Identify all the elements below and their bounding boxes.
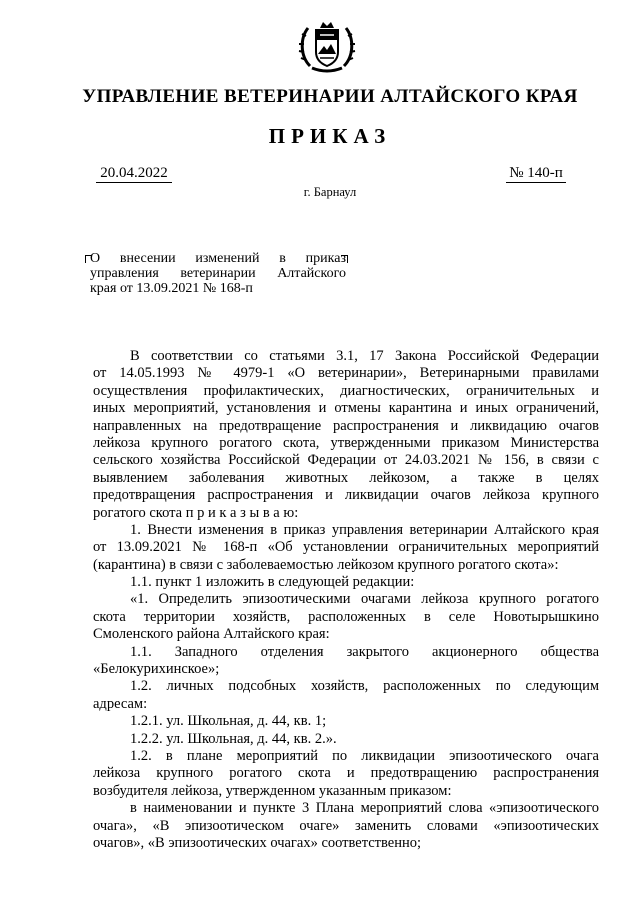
- document-type-title: ПРИКАЗ: [268, 124, 392, 148]
- body-line: адресам:: [93, 695, 148, 712]
- subject-line: края от 13.09.2021 № 168-п: [90, 281, 253, 296]
- document-number: № 140-п: [506, 164, 566, 183]
- body-line: лейкоза крупного рогатого скота и предотвращению распространения: [93, 765, 599, 782]
- body-line: скота территории хозяйств, расположенных в селе Новотырышкино: [93, 608, 599, 625]
- body-line: 1.1. пункт 1 изложить в следующей редакции:: [130, 574, 415, 591]
- body-line: осуществления профилактических, диагностических, ограничительных и: [93, 382, 599, 399]
- body-paragraph: [93, 574, 599, 591]
- document-body: [93, 348, 599, 852]
- body-paragraph: [93, 731, 599, 748]
- body-line: 1.2. в плане мероприятий по ликвидации эпизоотического очага: [130, 747, 599, 764]
- body-paragraph: [93, 522, 599, 574]
- body-line: очага», «В эпизоотическом очаге» заменить словами «эпизоотических: [93, 817, 599, 834]
- body-line: Смоленского района Алтайского края:: [93, 626, 330, 643]
- document-city: г. Барнаул: [303, 185, 357, 199]
- body-line: в наименовании и пункте 3 Плана мероприятий слова «эпизоотического: [130, 800, 599, 817]
- body-line: иных мероприятий, установления и отмены карантина и иных ограничений,: [93, 400, 599, 417]
- body-line: 1. Внести изменения в приказ управления ветеринарии Алтайского края: [130, 521, 599, 538]
- body-line: предотвращения распространения и ликвидации очагов лейкоза крупного: [93, 487, 599, 504]
- body-line: выявлением заболевания животных лейкозом, а также в целях: [93, 469, 599, 486]
- body-line: от 14.05.1993 № 4979-1 «О ветеринарии», Ветеринарными правилами: [93, 365, 599, 382]
- body-line: 1.2. личных подсобных хозяйств, расположенных по следующим: [130, 678, 599, 695]
- body-paragraph: [93, 591, 599, 643]
- body-line: 1.2.1. ул. Школьная, д. 44, кв. 1;: [130, 713, 327, 730]
- body-line: «1. Определить эпизоотическими очагами лейкоза крупного рогатого: [130, 591, 599, 608]
- body-line: В соответствии со статьями 3.1, 17 Закона Российской Федерации: [130, 348, 599, 364]
- body-line: от 13.09.2021 № 168-п «Об установлении ограничительных мероприятий: [93, 539, 599, 556]
- body-paragraph: [93, 348, 599, 522]
- organization-name: УПРАВЛЕНИЕ ВЕТЕРИНАРИИ АЛТАЙСКОГО КРАЯ: [82, 86, 578, 107]
- body-line: 1.1. Западного отделения закрытого акционерного общества: [130, 643, 599, 660]
- body-line: (карантина) в связи с заболеваемостью лейкозом крупного рогатого скота»:: [93, 556, 559, 573]
- document-subject: [90, 251, 346, 296]
- subject-line: управления ветеринарии Алтайского: [90, 266, 346, 281]
- body-line: возбудителя лейкоза, утвержденном указанным приказом:: [93, 782, 452, 799]
- body-line: лейкоза крупного рогатого скота, утвержденными приказом Министерства: [93, 434, 599, 451]
- altai-krai-coat-of-arms-icon: [298, 16, 356, 76]
- body-paragraph: [93, 644, 599, 679]
- body-line: рогатого скота п р и к а з ы в а ю:: [93, 504, 299, 521]
- body-paragraph: [93, 678, 599, 713]
- body-paragraph: [93, 748, 599, 800]
- document-date: 20.04.2022: [96, 164, 172, 183]
- body-line: направленных на предотвращение распространения и ликвидацию очагов: [93, 417, 599, 434]
- body-line: «Белокурихинское»;: [93, 661, 220, 678]
- body-paragraph: [93, 713, 599, 730]
- body-line: 1.2.2. ул. Школьная, д. 44, кв. 2.».: [130, 730, 337, 747]
- subject-line: О внесении изменений в приказ: [90, 251, 346, 266]
- body-line: сельского хозяйства Российской Федерации от 24.03.2021 № 156, в связи с: [93, 452, 599, 469]
- body-paragraph: [93, 800, 599, 852]
- body-line: очагов», «В эпизоотических очагах» соответственно;: [93, 834, 421, 851]
